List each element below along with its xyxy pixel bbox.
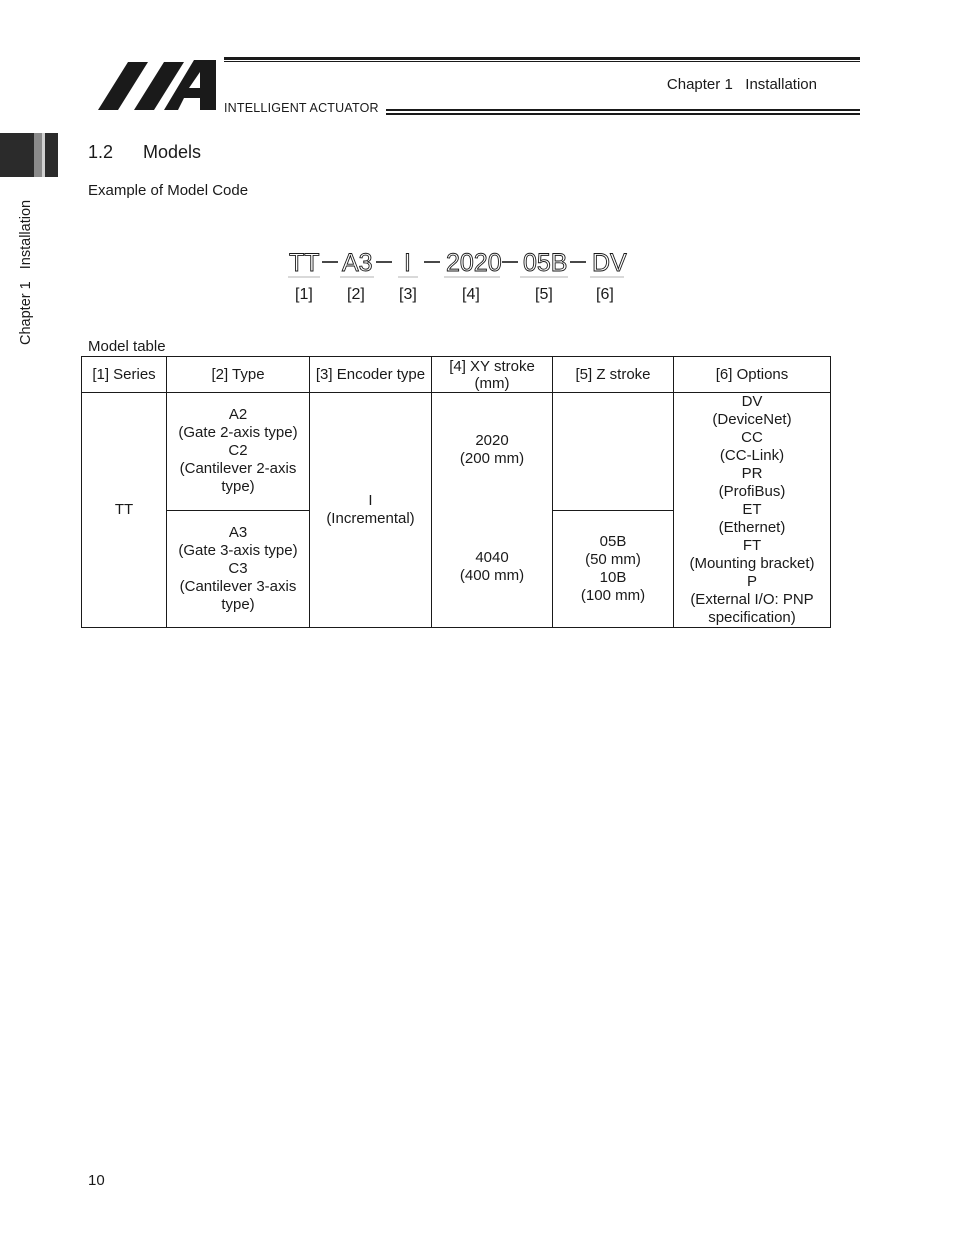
header-type: [2] Type bbox=[167, 357, 310, 393]
model-table bbox=[81, 356, 831, 628]
table-header-row bbox=[82, 357, 831, 393]
iai-logo bbox=[98, 58, 220, 112]
cell-line: (Gate 2-axis type) bbox=[178, 424, 298, 442]
chapter-heading: Chapter 1 Installation bbox=[666, 76, 817, 93]
header-encoder: [3] Encoder type bbox=[310, 357, 432, 393]
cell-line: DV bbox=[741, 393, 763, 410]
header-series: [1] Series bbox=[82, 357, 167, 393]
cell-line: 10B bbox=[599, 568, 627, 586]
cell-line: (ProfiBus) bbox=[718, 483, 786, 500]
cell-line: A3 bbox=[228, 523, 248, 541]
code-label-1: [1] bbox=[295, 286, 313, 303]
cell-line: type) bbox=[221, 595, 255, 613]
example-label: Example of Model Code bbox=[88, 182, 249, 199]
cell-line: (400 mm) bbox=[459, 567, 525, 584]
header-xy-stroke: [4] XY stroke (mm) bbox=[432, 357, 553, 393]
cell-line: A2 bbox=[228, 406, 248, 424]
code-part-series: TT bbox=[289, 249, 320, 277]
cell-line: P bbox=[746, 573, 757, 590]
cell-line: (CC-Link) bbox=[719, 447, 785, 464]
header-rule bbox=[224, 57, 860, 60]
cell-options bbox=[674, 393, 831, 628]
cell-line: PR bbox=[741, 465, 763, 482]
cell-line: (External I/O: PNP bbox=[690, 591, 814, 608]
code-part-xy-stroke: 2020 bbox=[446, 249, 502, 277]
table-caption: Model table bbox=[88, 338, 166, 355]
cell-z-stroke bbox=[553, 510, 674, 628]
cell-line: (DeviceNet) bbox=[712, 411, 792, 428]
cell-line: (Cantilever 2-axis bbox=[179, 460, 297, 478]
cell-line: C3 bbox=[228, 559, 248, 577]
code-label-3: [3] bbox=[399, 286, 417, 303]
cell-series: TT bbox=[82, 393, 167, 628]
cell-line: (200 mm) bbox=[459, 450, 525, 467]
cell-line: I bbox=[368, 492, 373, 509]
brand-name: INTELLIGENT ACTUATOR bbox=[224, 101, 379, 115]
chapter-tab-block bbox=[0, 133, 58, 177]
cell-line: (Ethernet) bbox=[718, 519, 786, 536]
code-part-z-stroke: 05B bbox=[523, 249, 568, 277]
cell-line: (Cantilever 3-axis bbox=[179, 577, 297, 595]
header-rule-lower-2 bbox=[386, 113, 860, 115]
cell-line: FT bbox=[742, 537, 762, 554]
header-rule-lower bbox=[386, 109, 860, 111]
cell-line: (Incremental) bbox=[326, 510, 415, 527]
code-part-encoder: I bbox=[404, 249, 411, 277]
cell-type-2axis bbox=[167, 393, 310, 511]
cell-line: (100 mm) bbox=[580, 586, 646, 604]
cell-line: ET bbox=[742, 501, 762, 518]
cell-z-stroke-empty bbox=[553, 393, 674, 511]
model-code bbox=[280, 244, 640, 310]
cell-encoder bbox=[310, 393, 432, 628]
page-number: 10 bbox=[88, 1172, 105, 1189]
cell-line: specification) bbox=[708, 609, 796, 626]
code-part-type: A3 bbox=[342, 249, 373, 277]
header-rule-thin bbox=[224, 61, 860, 62]
cell-type-3axis bbox=[167, 510, 310, 628]
cell-line: type) bbox=[221, 478, 255, 496]
cell-xy-stroke bbox=[432, 393, 553, 628]
section-title: 1.2 Models bbox=[88, 142, 202, 162]
table-row bbox=[82, 393, 831, 511]
chapter-side-label: Chapter 1 Installation bbox=[18, 199, 34, 345]
cell-line: (Gate 3-axis type) bbox=[178, 541, 298, 559]
cell-line: 4040 bbox=[475, 549, 509, 566]
cell-line: 05B bbox=[599, 532, 627, 550]
cell-line: CC bbox=[741, 429, 763, 446]
header-z-stroke: [5] Z stroke bbox=[553, 357, 674, 393]
header-options: [6] Options bbox=[674, 357, 831, 393]
cell-line: (50 mm) bbox=[585, 550, 641, 568]
code-label-4: [4] bbox=[462, 286, 480, 303]
code-label-6: [6] bbox=[596, 286, 614, 303]
cell-line: 2020 bbox=[475, 432, 509, 449]
cell-line: C2 bbox=[228, 442, 248, 460]
code-part-options: DV bbox=[592, 249, 627, 277]
code-label-5: [5] bbox=[535, 286, 553, 303]
code-label-2: [2] bbox=[347, 286, 365, 303]
cell-line: (Mounting bracket) bbox=[689, 555, 815, 572]
